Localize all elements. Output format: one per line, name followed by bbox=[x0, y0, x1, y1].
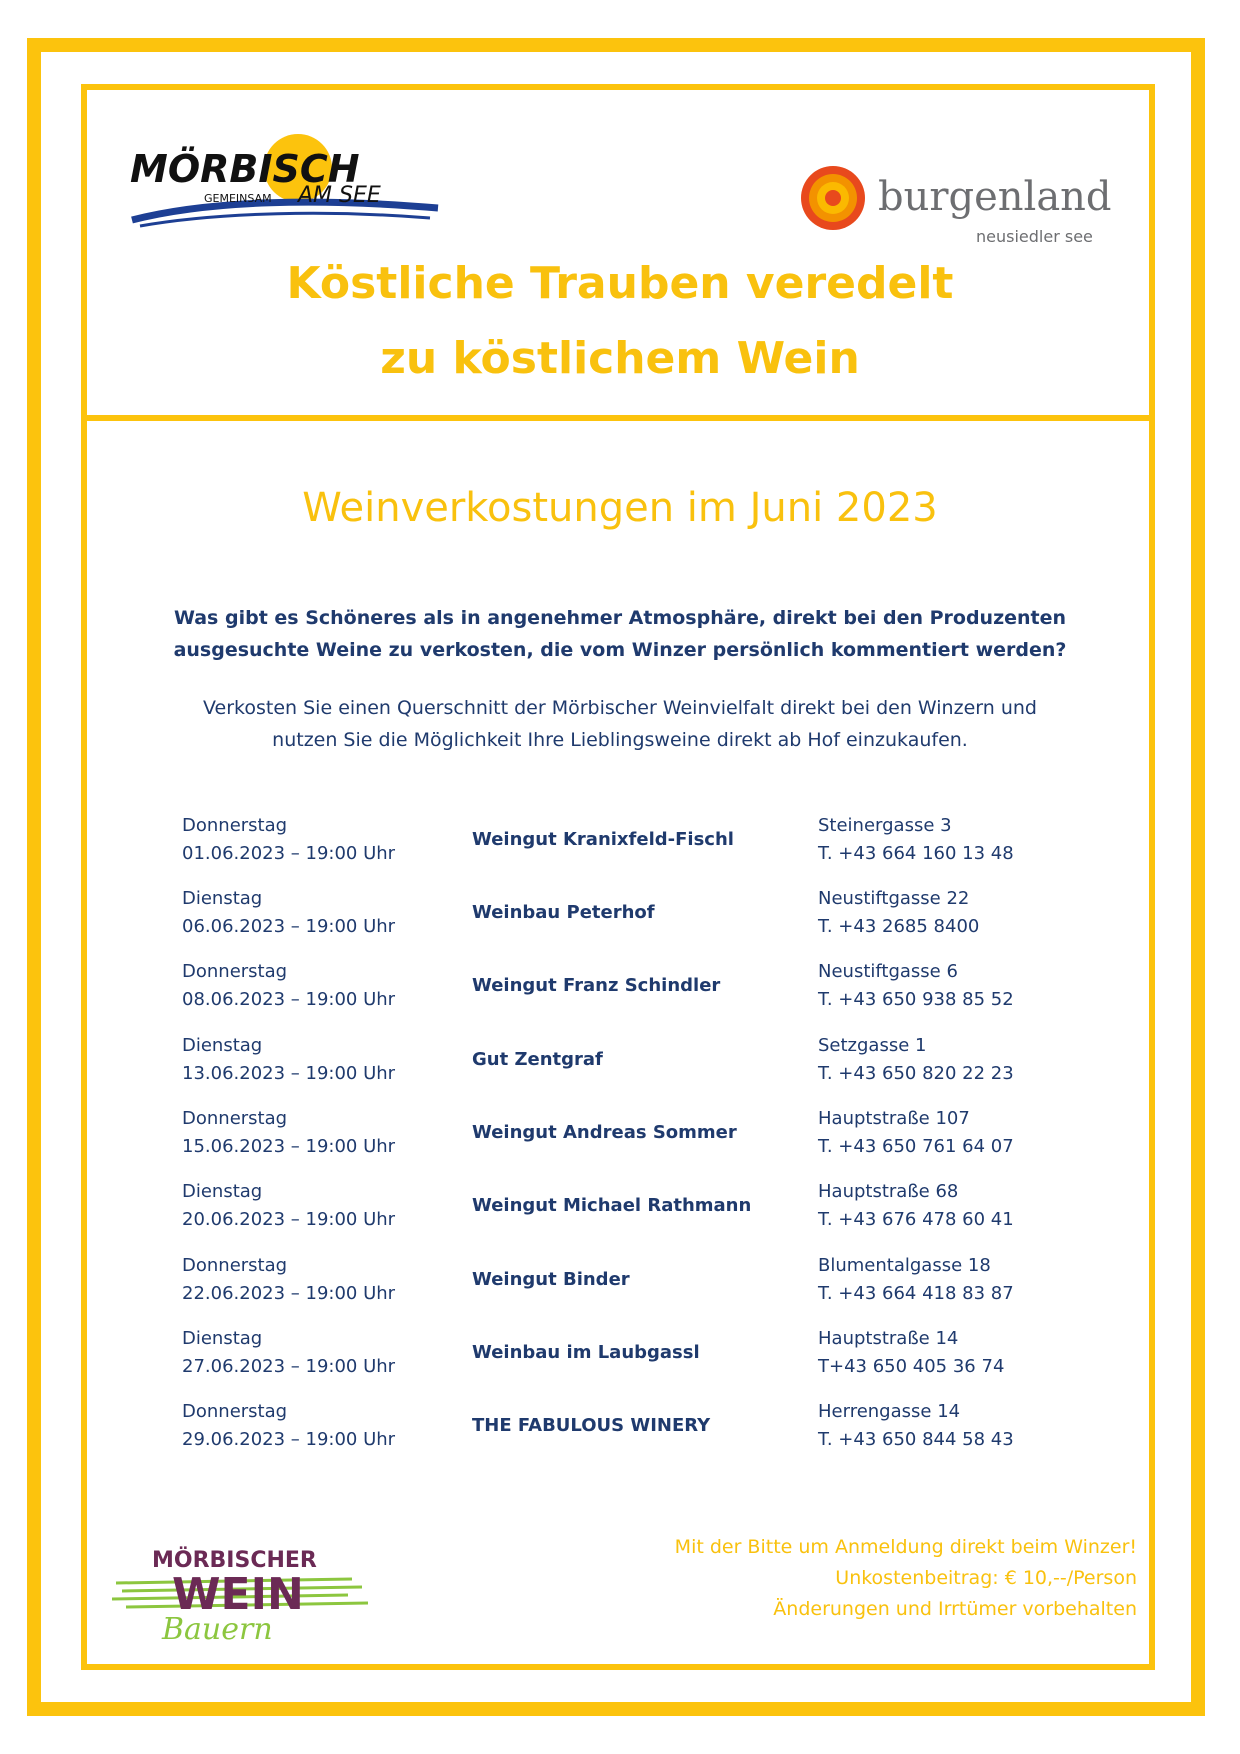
intro-text-line2: nutzen Sie die Möglichkeit Ihre Lieblingsweine direkt ab Hof einzukaufen. bbox=[272, 729, 968, 751]
event-datetime: 06.06.2023 – 19:00 Uhr bbox=[182, 916, 396, 937]
event-row bbox=[0, 1032, 1240, 1105]
page-subtitle: Weinverkostungen im Juni 2023 bbox=[302, 485, 938, 531]
moerbisch-logo-line1: MÖRBISCH bbox=[130, 147, 360, 191]
event-datetime: 15.06.2023 – 19:00 Uhr bbox=[182, 1136, 396, 1157]
moerbisch-logo-line3: AM SEE bbox=[298, 183, 381, 208]
event-phone: T. +43 650 844 58 43 bbox=[818, 1429, 1014, 1450]
event-winery: Weingut Kranixfeld-Fischl bbox=[472, 829, 734, 850]
event-contact bbox=[818, 812, 1014, 868]
event-winery: THE FABULOUS WINERY bbox=[472, 1415, 711, 1436]
event-row bbox=[0, 1105, 1240, 1178]
headline-line2: zu köstlichem Wein bbox=[380, 333, 860, 384]
event-datetime: 22.06.2023 – 19:00 Uhr bbox=[182, 1283, 396, 1304]
intro-bold bbox=[140, 602, 1100, 666]
weinbauern-logo-line2: WEIN bbox=[172, 1569, 304, 1620]
moerbisch-logo-line2: GEMEINSAM bbox=[204, 192, 272, 205]
event-row bbox=[0, 885, 1240, 958]
event-winery: Weinbau Peterhof bbox=[472, 902, 655, 923]
event-date bbox=[182, 958, 395, 1014]
event-row bbox=[0, 1252, 1240, 1325]
event-date bbox=[182, 812, 395, 868]
event-row bbox=[0, 1325, 1240, 1398]
burgenland-sun-icon bbox=[801, 166, 865, 230]
event-day: Donnerstag bbox=[182, 815, 288, 836]
wave-icon bbox=[132, 202, 438, 220]
event-day: Dienstag bbox=[182, 1181, 263, 1202]
event-phone: T+43 650 405 36 74 bbox=[818, 1356, 1005, 1377]
event-address: Blumentalgasse 18 bbox=[818, 1255, 991, 1276]
headline-line1: Köstliche Trauben veredelt bbox=[286, 258, 954, 309]
event-address: Herrengasse 14 bbox=[818, 1401, 961, 1422]
event-date bbox=[182, 1105, 395, 1161]
event-winery: Weingut Franz Schindler bbox=[472, 975, 721, 996]
event-contact bbox=[818, 1032, 1014, 1088]
event-day: Donnerstag bbox=[182, 1108, 288, 1129]
event-row bbox=[0, 1398, 1240, 1471]
burgenland-logo bbox=[800, 160, 1120, 250]
burgenland-region: neusiedler see bbox=[976, 227, 1093, 246]
event-day: Dienstag bbox=[182, 888, 263, 909]
event-address: Steinergasse 3 bbox=[818, 815, 952, 836]
event-date bbox=[182, 1325, 395, 1381]
event-winery: Weingut Michael Rathmann bbox=[472, 1195, 752, 1216]
event-datetime: 13.06.2023 – 19:00 Uhr bbox=[182, 1063, 396, 1084]
event-phone: T. +43 650 938 85 52 bbox=[818, 989, 1014, 1010]
weinbauern-logo bbox=[112, 1535, 372, 1645]
event-datetime: 29.06.2023 – 19:00 Uhr bbox=[182, 1429, 396, 1450]
weinbauern-logo-line1: MÖRBISCHER bbox=[152, 1548, 317, 1573]
event-datetime: 08.06.2023 – 19:00 Uhr bbox=[182, 989, 396, 1010]
event-winery: Weinbau im Laubgassl bbox=[472, 1342, 700, 1363]
event-phone: T. +43 650 761 64 07 bbox=[818, 1136, 1014, 1157]
event-address: Neustiftgasse 6 bbox=[818, 961, 958, 982]
event-date bbox=[182, 1252, 395, 1308]
event-contact bbox=[818, 1105, 1014, 1161]
event-contact bbox=[818, 1252, 1014, 1308]
event-contact bbox=[818, 958, 1014, 1014]
footer-fee-note: Unkostenbeitrag: € 10,--/Person bbox=[835, 1567, 1137, 1589]
intro-bold-line1: Was gibt es Schöneres als in angenehmer Atmosphäre, direkt bei den Produzenten bbox=[173, 607, 1067, 629]
event-day: Dienstag bbox=[182, 1328, 263, 1349]
event-phone: T. +43 664 418 83 87 bbox=[818, 1283, 1014, 1304]
event-day: Dienstag bbox=[182, 1035, 263, 1056]
event-date bbox=[182, 1398, 395, 1454]
event-winery: Weingut Andreas Sommer bbox=[472, 1122, 737, 1143]
intro-text-line1: Verkosten Sie einen Querschnitt der Mörbischer Weinvielfalt direkt bei den Winzern und bbox=[203, 697, 1037, 719]
event-contact bbox=[818, 885, 979, 941]
event-address: Neustiftgasse 22 bbox=[818, 888, 970, 909]
weinbauern-logo-line3: Bauern bbox=[162, 1612, 273, 1645]
event-day: Donnerstag bbox=[182, 1255, 288, 1276]
event-contact bbox=[818, 1325, 1004, 1381]
event-contact bbox=[818, 1178, 1014, 1234]
event-row bbox=[0, 958, 1240, 1031]
event-address: Hauptstraße 14 bbox=[818, 1328, 959, 1349]
event-date bbox=[182, 1032, 395, 1088]
event-date bbox=[182, 1178, 395, 1234]
header-divider bbox=[81, 415, 1155, 421]
burgenland-name: burgenland bbox=[878, 174, 1112, 220]
event-datetime: 27.06.2023 – 19:00 Uhr bbox=[182, 1356, 396, 1377]
intro-text bbox=[140, 692, 1100, 756]
event-row bbox=[0, 812, 1240, 885]
event-phone: T. +43 676 478 60 41 bbox=[818, 1209, 1014, 1230]
event-row bbox=[0, 1178, 1240, 1251]
intro-bold-line2: ausgesuchte Weine zu verkosten, die vom Winzer persönlich kommentiert werden? bbox=[173, 639, 1067, 661]
event-address: Hauptstraße 68 bbox=[818, 1181, 959, 1202]
event-winery: Weingut Binder bbox=[472, 1269, 630, 1290]
event-contact bbox=[818, 1398, 1014, 1454]
event-address: Setzgasse 1 bbox=[818, 1035, 927, 1056]
footer-registration-note: Mit der Bitte um Anmeldung direkt beim Winzer! bbox=[674, 1536, 1137, 1558]
event-phone: T. +43 650 820 22 23 bbox=[818, 1063, 1014, 1084]
event-phone: T. +43 664 160 13 48 bbox=[818, 843, 1014, 864]
event-day: Donnerstag bbox=[182, 1401, 288, 1422]
footer-disclaimer: Änderungen und Irrtümer vorbehalten bbox=[773, 1598, 1137, 1620]
event-datetime: 20.06.2023 – 19:00 Uhr bbox=[182, 1209, 396, 1230]
event-address: Hauptstraße 107 bbox=[818, 1108, 970, 1129]
event-phone: T. +43 2685 8400 bbox=[818, 916, 980, 937]
moerbisch-logo bbox=[130, 130, 440, 230]
event-datetime: 01.06.2023 – 19:00 Uhr bbox=[182, 843, 396, 864]
event-day: Donnerstag bbox=[182, 961, 288, 982]
event-winery: Gut Zentgraf bbox=[472, 1049, 603, 1070]
event-date bbox=[182, 885, 395, 941]
